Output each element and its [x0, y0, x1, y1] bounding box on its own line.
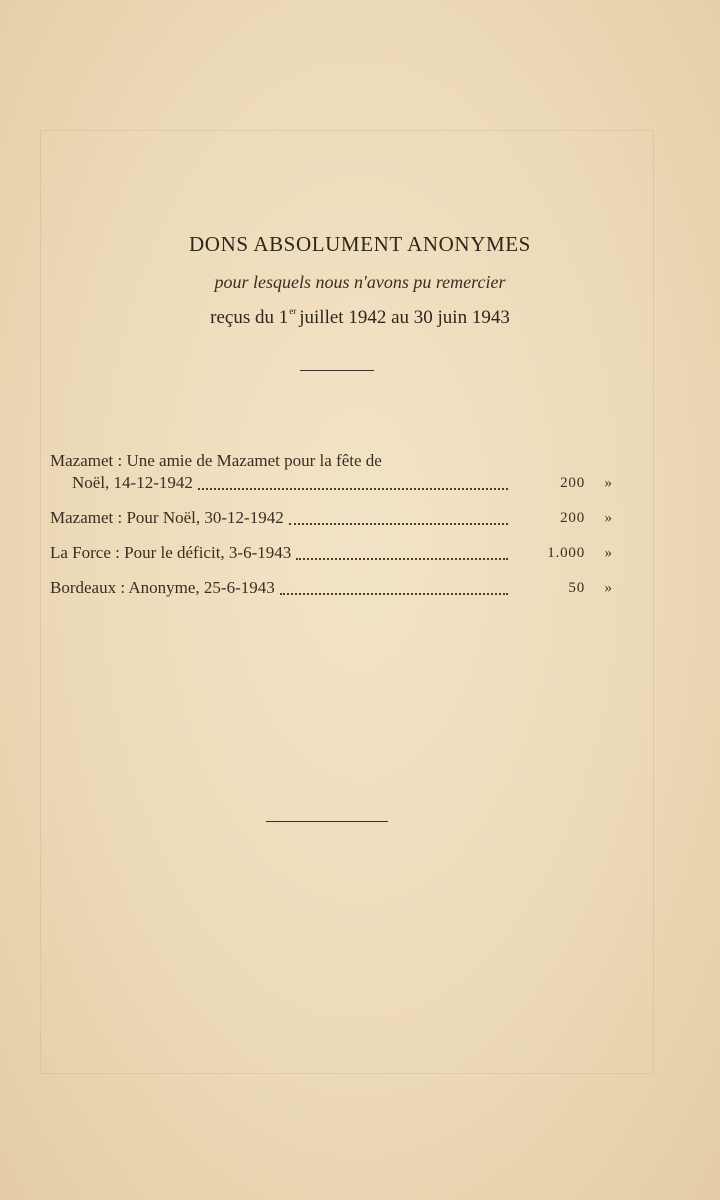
donation-leader — [50, 577, 508, 599]
ditto-mark: » — [604, 510, 612, 526]
period-superscript: er — [289, 306, 297, 316]
donation-line — [50, 577, 620, 599]
dot-leader — [280, 593, 508, 595]
donation-leader — [50, 542, 508, 564]
bottom-divider — [266, 821, 388, 822]
ditto-mark: » — [604, 475, 612, 491]
donation-amount: 50 — [568, 580, 585, 596]
donation-text-line: Mazamet : Une amie de Mazamet pour la fête de — [50, 451, 382, 470]
donation-line — [50, 507, 620, 529]
donation-line — [50, 542, 620, 564]
donation-text: Mazamet : Pour Noël, 30-12-1942 — [50, 508, 284, 527]
donation-text: La Force : Pour le déficit, 3-6-1943 — [50, 543, 292, 562]
ditto-mark: » — [604, 580, 612, 596]
period-end: juillet 1942 au 30 juin 1943 — [299, 307, 510, 328]
page-subtitle: pour lesquels nous n'avons pu remercier — [214, 272, 506, 292]
donation-leader — [72, 472, 508, 494]
donation-list — [50, 450, 620, 612]
donation-entry — [50, 507, 620, 529]
top-divider — [300, 370, 374, 371]
dot-leader — [296, 558, 508, 560]
donation-text: Bordeaux : Anonyme, 25-6-1943 — [50, 578, 275, 597]
donation-amount: 1.000 — [547, 545, 585, 561]
donation-entry — [50, 542, 620, 564]
period-start: reçus du 1 — [210, 307, 289, 328]
donation-amount: 200 — [560, 475, 585, 491]
period-line — [0, 306, 720, 329]
donation-text: Noël, 14-12-1942 — [72, 473, 193, 492]
dot-leader — [289, 523, 508, 525]
dot-leader — [198, 488, 508, 490]
donation-line — [50, 472, 620, 494]
page-title: DONS ABSOLUMENT ANONYMES — [189, 232, 531, 256]
donation-leader — [50, 507, 508, 529]
donation-entry — [50, 450, 620, 494]
ditto-mark: » — [604, 545, 612, 561]
page-heading — [0, 232, 720, 329]
donation-entry — [50, 577, 620, 599]
donation-amount: 200 — [560, 510, 585, 526]
